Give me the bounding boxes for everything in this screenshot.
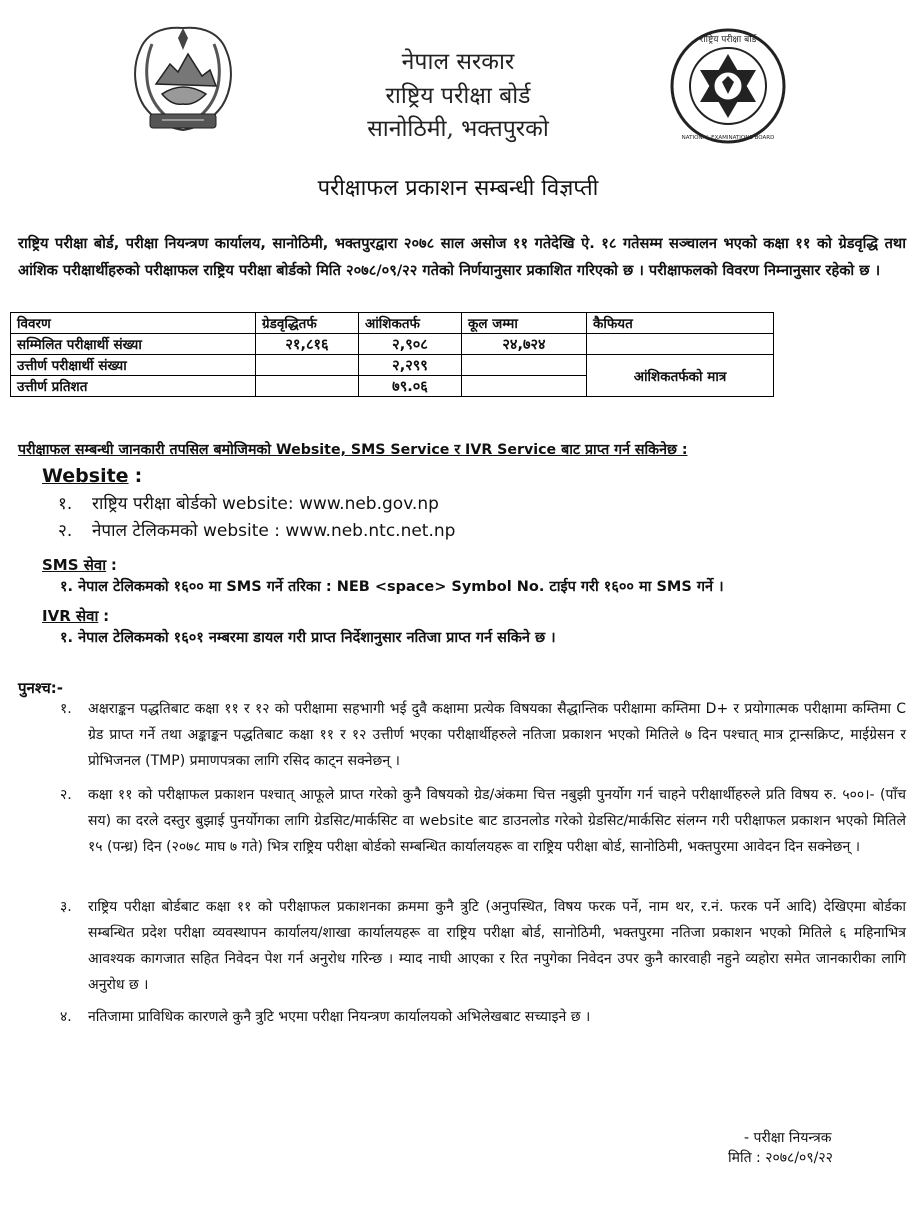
remark-cell: आंशिकतर्फको मात्र <box>587 355 774 397</box>
sms-heading-text: SMS सेवा <box>42 556 107 574</box>
table-header-row <box>11 313 774 334</box>
partial-value: २,२९९ <box>359 355 462 376</box>
results-table <box>10 312 774 397</box>
website-link[interactable]: नेपाल टेलिकमको website : www.neb.ntc.net.np <box>92 521 456 541</box>
website-heading-text: Website <box>42 465 129 487</box>
header-cell: कैफियत <box>587 313 774 334</box>
website-heading-colon: : <box>134 465 143 487</box>
grade-value: २१,८१६ <box>256 334 359 355</box>
row-label: उत्तीर्ण परीक्षार्थी संख्या <box>11 355 256 376</box>
table-row <box>11 355 774 376</box>
website-item[interactable] <box>58 518 455 541</box>
grade-value <box>256 376 359 397</box>
website-link[interactable]: राष्ट्रिय परीक्षा बोर्डको website: www.neb.gov.np <box>92 494 439 514</box>
postscript-heading: पुनश्च:- <box>18 679 63 697</box>
header-cell: विवरण <box>11 313 256 334</box>
ivr-heading-text: IVR सेवा <box>42 607 99 625</box>
sms-heading-colon: : <box>110 556 117 574</box>
row-label: सम्मिलित परीक्षार्थी संख्या <box>11 334 256 355</box>
table-row <box>11 334 774 355</box>
website-item[interactable] <box>58 491 439 514</box>
signature-date: मिति : २०७८/०९/२२ <box>728 1150 833 1166</box>
intro-paragraph: राष्ट्रिय परीक्षा बोर्ड, परीक्षा नियन्त्रण कार्यालय, सानोठिमी, भक्तपुरद्वारा २०७८ साल असोज ११ गतेदेखि ऐ. १८ गतेसम्म सञ्चालन भएको कक्षा ११ को ग्रेडवृद्धि तथा आंशिक परीक्षार्थीहरुको परीक्षाफल राष्ट्रिय परीक्षा बोर्डको मिति २०७८/०९/२२ गतेको निर्णयानुसार प्रकाशित गरिएको छ । परीक्षाफलको विवरण निम्नानुसार रहेको छ । <box>18 235 906 279</box>
item-number: १. <box>58 494 73 514</box>
note-number: ४. <box>60 1009 72 1025</box>
remark-cell <box>587 334 774 355</box>
seal-text-top: राष्ट्रिय परीक्षा बोर्ड <box>699 35 757 45</box>
header-line-3: सानोठिमी, भक्तपुरको <box>367 116 549 142</box>
note-text: कक्षा ११ को परीक्षाफल प्रकाशन पश्चात् आफूले प्राप्त गरेको कुनै विषयको ग्रेड/अंकमा चित्त नबुझी पुनर्योग गर्न चाहने परीक्षार्थीहरुले प्रति विषय रु. ५००।- (पाँच सय) का दरले दस्तुर बुझाई पुनर्योगका लागि ग्रेडसिट/मार्कसिट वा website बाट डाउनलोड गरेको ग्रेडसिट/मार्कसिट संलग्न गरी परीक्षाफल प्रकाशन भएको मितिले १५ (पन्ध्र) दिन (२०७८ माघ ७ गते) भित्र राष्ट्रिय परीक्षा बोर्डको सम्बन्धित कार्यालयहरू वा राष्ट्रिय परीक्षा बोर्ड, सानोठिमी, भक्तपुरमा आवेदन दिन सक्नेछन् । <box>88 787 906 855</box>
sms-instruction: १. नेपाल टेलिकमको १६०० मा SMS गर्ने तरिका : NEB <space> Symbol No. टाईप गरी १६०० मा SMS गर्ने । <box>60 579 724 595</box>
row-label: उत्तीर्ण प्रतिशत <box>11 376 256 397</box>
item-number: २. <box>58 521 73 541</box>
partial-value: ७९.०६ <box>359 376 462 397</box>
notice-title: परीक्षाफल प्रकाशन सम्बन्धी विज्ञप्ती <box>317 176 599 201</box>
grade-value <box>256 355 359 376</box>
seal-text-bottom: NATIONAL EXAMINATIONS BOARD <box>681 135 775 141</box>
website-heading <box>42 465 142 487</box>
note-text: अक्षराङ्कन पद्धतिबाट कक्षा ११ र १२ को परीक्षामा सहभागी भई दुवै कक्षामा प्रत्येक विषयका सैद्धान्तिक परीक्षामा कम्तिमा D+ र प्रयोगात्मक परीक्षामा कम्तिमा C ग्रेड प्राप्त गर्ने तथा अङ्काङ्कन पद्धतिबाट कक्षा ११ र १२ उत्तीर्ण भएका परीक्षार्थीहरुले नतिजा प्रकाशन भएको मितिले ७ दिन पश्चात् मात्र ट्रान्सक्रिप्ट, माईग्रेसन र प्रोभिजनल (TMP) प्रमाणपत्रका लागि रसिद काट्न सक्नेछन् । <box>88 701 906 769</box>
header-cell: आंशिकतर्फ <box>359 313 462 334</box>
postscript-note <box>60 696 906 774</box>
sources-line: परीक्षाफल सम्बन्धी जानकारी तपसिल बमोजिमको Website, SMS Service र IVR Service बाट प्राप्त गर्न सकिनेछ : <box>18 442 688 458</box>
ivr-heading <box>42 606 109 626</box>
ivr-instruction: १. नेपाल टेलिकमको १६०१ नम्बरमा डायल गरी प्राप्त निर्देशानुसार नतिजा प्राप्त गर्न सकिने छ । <box>60 630 556 646</box>
total-value: २४,७२४ <box>462 334 587 355</box>
note-text: राष्ट्रिय परीक्षा बोर्डबाट कक्षा ११ को परीक्षाफल प्रकाशनका क्रममा कुनै त्रुटि (अनुपस्थित, विषय फरक पर्ने, नाम थर, र.नं. फरक पर्ने आदि) देखिएमा बोर्डका सम्बन्धित प्रदेश परीक्षा व्यवस्थापन कार्यालय/शाखा कार्यालयहरू वा राष्ट्रिय परीक्षा बोर्ड, सानोठिमी, भक्तपुरमा नतिजा प्रकाशन भएको मितिले ६ महिनाभित्र आवश्यक कागजात सहित निवेदन पेश गर्न अनुरोध गरिन्छ । म्याद नाघी आएका र रित नपुगेका निवेदन उपर कुनै कारवाही नहुने व्यहोरा समेत जानकारीका लागि अनुरोध छ । <box>88 899 906 993</box>
header-cell: कूल जम्मा <box>462 313 587 334</box>
note-number: १. <box>60 701 72 717</box>
sms-heading <box>42 555 117 575</box>
postscript-note <box>60 894 906 998</box>
header-cell: ग्रेडवृद्धितर्फ <box>256 313 359 334</box>
header-line-1: नेपाल सरकार <box>401 49 515 75</box>
postscript-note <box>60 1004 906 1030</box>
note-text: नतिजामा प्राविधिक कारणले कुनै त्रुटि भएमा परीक्षा नियन्त्रण कार्यालयको अभिलेखबाट सच्याइने छ । <box>88 1009 591 1025</box>
note-number: २. <box>60 787 72 803</box>
header-line-2: राष्ट्रिय परीक्षा बोर्ड <box>385 83 531 109</box>
postscript-note <box>60 782 906 860</box>
partial-value: २,९०८ <box>359 334 462 355</box>
ivr-heading-colon: : <box>103 607 110 625</box>
signature-role: - परीक्षा नियन्त्रक <box>744 1130 832 1146</box>
note-number: ३. <box>60 899 72 915</box>
total-value <box>462 355 587 376</box>
total-value <box>462 376 587 397</box>
